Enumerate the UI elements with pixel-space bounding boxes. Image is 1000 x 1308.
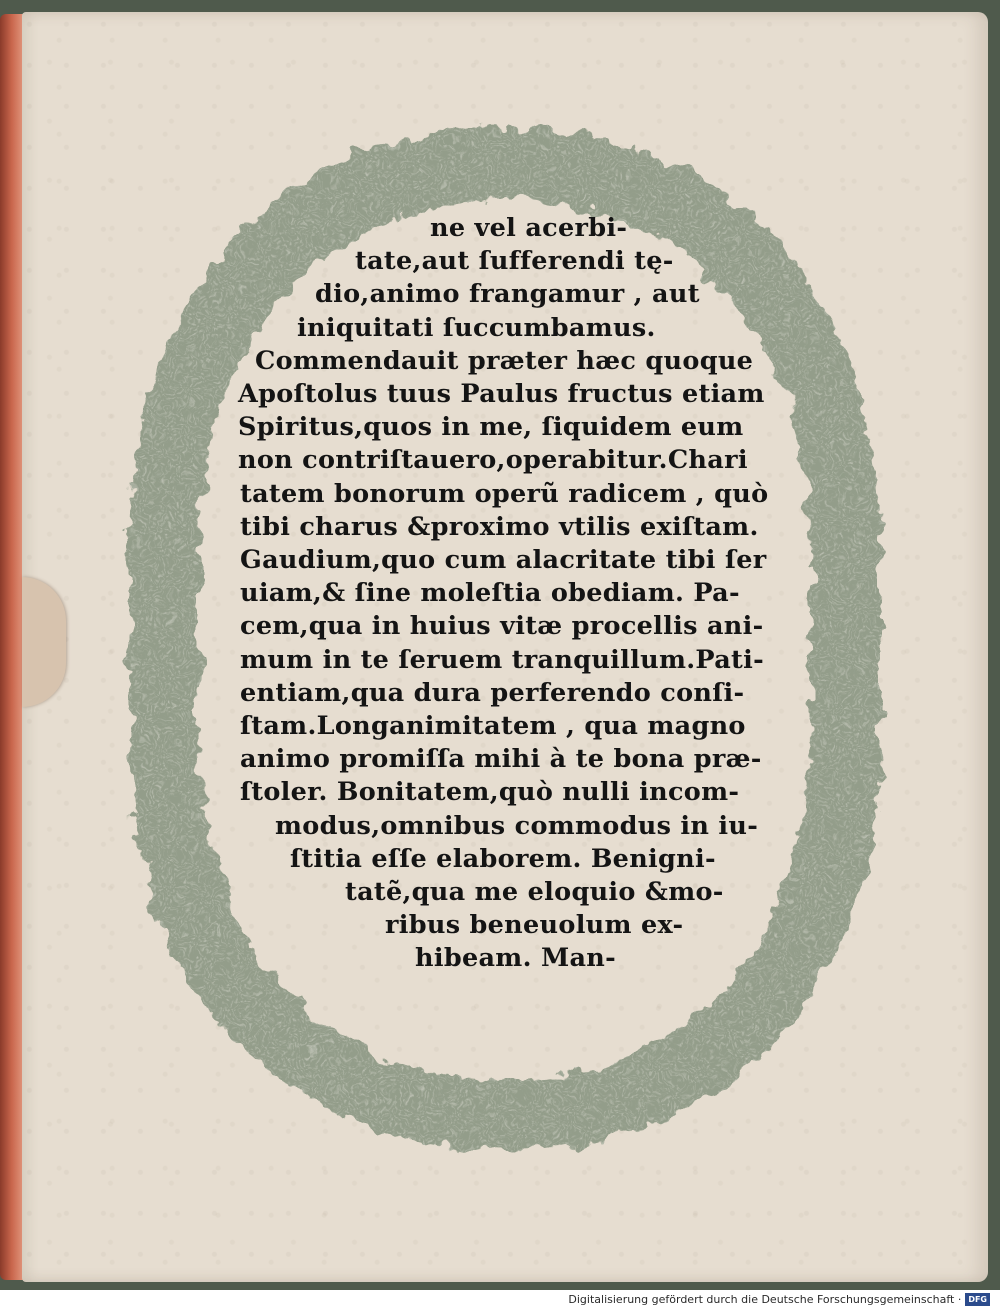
text-line: modus,omnibus commodus in iu- <box>275 810 759 841</box>
dfg-logo: DFG <box>965 1293 990 1306</box>
text-line: non contriſtauero,operabitur.Chari <box>238 445 748 476</box>
text-line: hibeam. Man- <box>415 943 617 974</box>
text-line: Spiritus,quos in me, ſiquidem eum <box>238 412 744 443</box>
text-line: ſtitia eſſe elaborem. Benigni- <box>290 843 716 874</box>
text-line: mum in te ſeruem tranquillum.Pati- <box>240 644 764 675</box>
text-line: cem,qua in huius vitæ procellis ani- <box>240 611 764 642</box>
text-line: tate,aut ſufferendi tę- <box>355 246 674 277</box>
page-tab <box>22 577 66 707</box>
page-text <box>200 212 840 976</box>
text-line: iniquitati ſuccumbamus. <box>297 312 656 343</box>
text-line: tatem bonorum operũ radicem , quò <box>240 478 769 509</box>
text-line: ſtam.Longanimitatem , qua magno <box>240 711 746 742</box>
text-line: tibi charus &proximo vtilis exiſtam. <box>240 511 759 542</box>
text-line: Apoſtolus tuus Paulus fructus etiam <box>238 379 765 410</box>
credit-text: Digitalisierung gefördert durch die Deutsche Forschungsgemeinschaft · <box>568 1292 962 1306</box>
text-line: ribus beneuolum ex- <box>385 910 684 941</box>
text-line: entiam,qua dura perferendo conſi- <box>240 677 745 708</box>
text-line: Gaudium,quo cum alacritate tibi ſer <box>240 545 767 576</box>
text-line: ne vel acerbi- <box>430 213 628 243</box>
text-line: Commendauit præter hæc quoque <box>255 345 754 376</box>
text-line: dio,animo frangamur , aut <box>315 279 700 310</box>
digitization-credit <box>568 1290 990 1308</box>
text-line: animo promiſſa mihi à te bona præ- <box>240 744 762 775</box>
text-line: tatẽ,qua me eloquio &mo- <box>345 877 724 908</box>
text-line: ſtoler. Bonitatem,quò nulli incom- <box>240 777 740 808</box>
text-line: uiam,& ſine moleſtia obediam. Pa- <box>240 578 740 609</box>
